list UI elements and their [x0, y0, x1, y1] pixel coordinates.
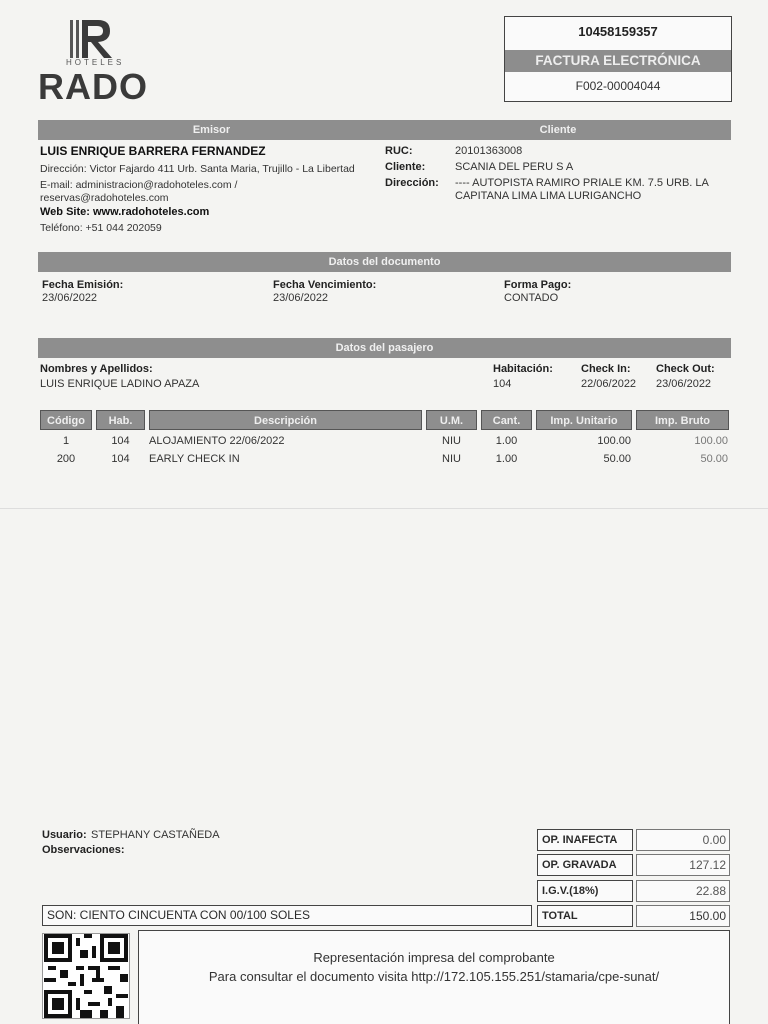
- row-description: EARLY CHECK IN: [149, 453, 240, 465]
- row-description: ALOJAMIENTO 22/06/2022: [149, 435, 285, 447]
- column-header-unit: U.M.: [426, 410, 477, 430]
- column-header-gross-amount: Imp. Bruto: [636, 410, 729, 430]
- op-inafecta-label: OP. INAFECTA: [537, 829, 633, 851]
- row-quantity: 1.00: [495, 453, 518, 465]
- document-number: F002-00004044: [575, 79, 661, 93]
- table-row: [0, 453, 768, 469]
- payment-method-label: Forma Pago:: [504, 279, 572, 291]
- room-number: 104: [493, 378, 512, 390]
- cliente-address-label: Dirección:: [385, 177, 439, 189]
- row-code: 1: [62, 435, 70, 447]
- column-header-unit-price: Imp. Unitario: [536, 410, 632, 430]
- payment-method: CONTADO: [504, 292, 559, 304]
- consult-url-note: Para consultar el documento visita http://172.105.155.251/stamaria/cpe-sunat/: [208, 969, 660, 984]
- op-gravada-value: 127.12: [636, 854, 730, 876]
- column-header-quantity: Cant.: [481, 410, 532, 430]
- passenger-data-header: Datos del pasajero: [38, 338, 731, 358]
- cliente-address: ---- AUTOPISTA RAMIRO PRIALE KM. 7.5 URB. LA: [455, 177, 709, 189]
- row-quantity: 1.00: [495, 435, 518, 447]
- cliente-ruc: 20101363008: [455, 145, 523, 157]
- hotel-logo-icon: [68, 18, 114, 60]
- row-unit: NIU: [442, 435, 461, 447]
- column-header-code: Código: [40, 410, 92, 430]
- logo-name: RADO: [38, 66, 148, 107]
- row-code: 200: [56, 453, 76, 465]
- cliente-name: SCANIA DEL PERU S A: [455, 161, 574, 173]
- passenger-name: LUIS ENRIQUE LADINO APAZA: [40, 378, 200, 390]
- room-label: Habitación:: [493, 363, 553, 375]
- emisor-email: E-mail: administracion@radohoteles.com /: [40, 179, 238, 191]
- emisor-name: LUIS ENRIQUE BARRERA FERNANDEZ: [40, 144, 266, 158]
- checkout-date: 23/06/2022: [656, 378, 712, 390]
- emisor-address: Dirección: Victor Fajardo 411 Urb. Santa Maria, Trujillo - La Libertad: [40, 163, 355, 175]
- printed-representation-box: [138, 930, 730, 1024]
- row-room: 104: [111, 435, 130, 447]
- igv-value: 22.88: [636, 880, 730, 902]
- logo-subtitle: HOTELES: [66, 58, 125, 67]
- cliente-ruc-label: RUC:: [385, 145, 413, 157]
- checkin-label: Check In:: [581, 363, 631, 375]
- printed-representation-note: Representación impresa del comprobante: [313, 950, 555, 965]
- cliente-header: Cliente: [385, 120, 731, 140]
- emisor-website: Web Site: www.radohoteles.com: [40, 206, 210, 218]
- row-unit-price: 50.00: [603, 453, 631, 465]
- document-id-box: [504, 16, 732, 102]
- op-inafecta-value: 0.00: [636, 829, 730, 851]
- document-data-header: Datos del documento: [38, 252, 731, 272]
- table-row: [0, 435, 768, 451]
- row-gross-amount: 50.00: [700, 453, 728, 465]
- issue-date: 23/06/2022: [42, 292, 98, 304]
- checkout-label: Check Out:: [656, 363, 715, 375]
- emisor-email-2: reservas@radohoteles.com: [40, 192, 169, 204]
- row-gross-amount: 100.00: [694, 435, 728, 447]
- op-gravada-label: OP. GRAVADA: [537, 854, 633, 876]
- qr-code-icon: [42, 933, 130, 1019]
- amount-in-words: SON: CIENTO CINCUENTA CON 00/100 SOLES: [42, 905, 532, 926]
- issuer-ruc: 10458159357: [578, 24, 658, 39]
- total-label: TOTAL: [537, 905, 633, 927]
- issue-date-label: Fecha Emisión:: [42, 279, 124, 291]
- igv-label: I.G.V.(18%): [537, 880, 633, 902]
- row-unit: NIU: [442, 453, 461, 465]
- row-room: 104: [111, 453, 130, 465]
- due-date: 23/06/2022: [273, 292, 329, 304]
- cliente-address-2: CAPITANA LIMA LIMA LURIGANCHO: [455, 190, 642, 202]
- row-unit-price: 100.00: [597, 435, 631, 447]
- emisor-phone: Teléfono: +51 044 202059: [40, 222, 162, 234]
- observations-label: Observaciones:: [42, 844, 125, 856]
- page-fold-divider: [0, 508, 768, 509]
- checkin-date: 22/06/2022: [581, 378, 637, 390]
- user-name: STEPHANY CASTAÑEDA: [91, 829, 220, 841]
- document-type: FACTURA ELECTRÓNICA: [505, 50, 731, 72]
- due-date-label: Fecha Vencimiento:: [273, 279, 377, 291]
- user-label: Usuario:: [42, 829, 87, 841]
- cliente-name-label: Cliente:: [385, 161, 426, 173]
- column-header-room: Hab.: [96, 410, 145, 430]
- total-value: 150.00: [636, 905, 730, 927]
- emisor-header: Emisor: [38, 120, 385, 140]
- passenger-name-label: Nombres y Apellidos:: [40, 363, 153, 375]
- column-header-description: Descripción: [149, 410, 422, 430]
